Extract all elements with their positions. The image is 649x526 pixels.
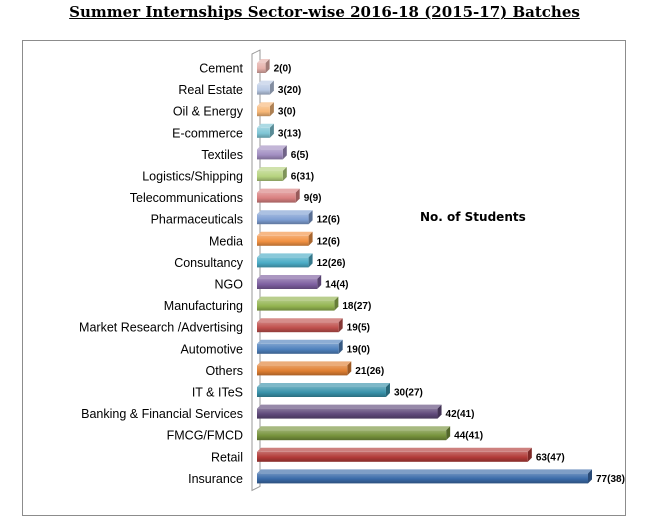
bar <box>257 124 274 138</box>
category-label: Telecommunications <box>129 191 243 206</box>
bar-face <box>257 430 446 440</box>
data-label: 12(6) <box>316 236 340 248</box>
data-label: 44(41) <box>454 430 484 442</box>
bar-face <box>257 106 270 116</box>
bar <box>257 297 338 311</box>
bar-face <box>257 473 588 483</box>
bar-top <box>257 318 343 322</box>
data-label: 63(47) <box>535 452 565 464</box>
data-label: 30(27) <box>393 387 423 399</box>
bar-face <box>257 365 347 375</box>
bar-face <box>257 409 438 419</box>
bar <box>257 189 300 203</box>
data-label: 19(5) <box>346 322 371 334</box>
chart-title: Summer Internships Sector-wise 2016-18 (2015-17) Batches <box>69 3 580 21</box>
category-label: Cement <box>199 61 243 76</box>
category-label: Market Research /Advertising <box>79 320 243 335</box>
bar <box>257 383 390 397</box>
bar-face <box>257 171 283 181</box>
category-label: Consultancy <box>174 255 243 270</box>
bar-face <box>257 214 309 224</box>
data-label: 42(41) <box>445 409 475 421</box>
category-label: Real Estate <box>178 83 243 98</box>
category-label: Retail <box>211 450 243 465</box>
category-labels <box>79 62 244 486</box>
data-label: 19(0) <box>346 344 371 356</box>
data-label: 3(13) <box>277 128 302 140</box>
bar <box>257 405 442 419</box>
data-label: 77(38) <box>596 473 625 485</box>
bar-top <box>257 361 351 365</box>
bar-face <box>257 193 296 203</box>
bars-group <box>257 59 592 483</box>
bar-top <box>257 210 313 214</box>
bar-top <box>257 297 338 301</box>
category-label: NGO <box>214 277 243 292</box>
data-label: 6(5) <box>290 149 309 161</box>
bar <box>257 275 321 289</box>
bar <box>257 210 313 224</box>
bar <box>257 448 532 462</box>
bar <box>257 167 287 181</box>
bar-top <box>257 189 300 193</box>
bar-top <box>257 405 442 409</box>
bar <box>257 253 313 267</box>
bar-top <box>257 448 532 452</box>
bar-face <box>257 301 334 311</box>
data-label: 2(0) <box>273 63 292 75</box>
bar-face <box>257 128 270 138</box>
bar-face <box>257 279 317 289</box>
category-label: E-commerce <box>172 126 243 141</box>
category-label: Banking & Financial Services <box>81 407 243 422</box>
bar-face <box>257 452 528 462</box>
bar-face <box>257 387 386 397</box>
category-label: Automotive <box>180 342 243 357</box>
category-label: IT & ITeS <box>191 385 243 400</box>
bar-top <box>257 383 390 387</box>
data-label: 9(9) <box>303 193 322 205</box>
category-label: Media <box>208 234 243 249</box>
category-label: FMCG/FMCD <box>166 428 243 443</box>
value-labels <box>274 64 625 485</box>
bar-face <box>257 344 339 354</box>
category-label: Logistics/Shipping <box>142 169 243 184</box>
data-label: 21(26) <box>355 365 385 377</box>
data-label: 3(0) <box>277 106 296 118</box>
data-label: 12(6) <box>316 214 340 226</box>
data-label: 6(31) <box>290 171 315 183</box>
bar <box>257 361 351 375</box>
bar-top <box>257 275 321 279</box>
category-label: Insurance <box>188 471 243 486</box>
data-label: 14(4) <box>325 279 349 291</box>
data-label: 12(26) <box>316 257 346 269</box>
bar-top <box>257 426 450 430</box>
bar <box>257 232 313 246</box>
bar-top <box>257 253 313 257</box>
category-label: Pharmaceuticals <box>150 212 243 227</box>
bar-top <box>257 167 287 171</box>
category-label: Others <box>205 363 243 378</box>
bar-face <box>257 257 309 267</box>
bar <box>257 81 274 95</box>
bar <box>257 102 274 116</box>
bar <box>257 426 450 440</box>
bar-face <box>257 85 270 95</box>
category-label: Oil & Energy <box>172 104 243 119</box>
bar-top <box>257 469 592 473</box>
series-label: No. of Students <box>420 210 526 224</box>
bar-top <box>257 340 343 344</box>
bar-face <box>257 149 283 159</box>
bar <box>257 318 343 332</box>
category-label: Textiles <box>201 147 243 162</box>
bar-face <box>257 63 266 73</box>
bar-face <box>257 322 339 332</box>
bar <box>257 340 343 354</box>
category-label: Manufacturing <box>163 299 243 314</box>
bar-top <box>257 232 313 236</box>
data-label: 3(20) <box>277 85 302 97</box>
bar <box>257 145 287 159</box>
bar-face <box>257 236 309 246</box>
bar <box>257 469 592 483</box>
data-label: 18(27) <box>342 301 372 313</box>
bar-top <box>257 145 287 149</box>
